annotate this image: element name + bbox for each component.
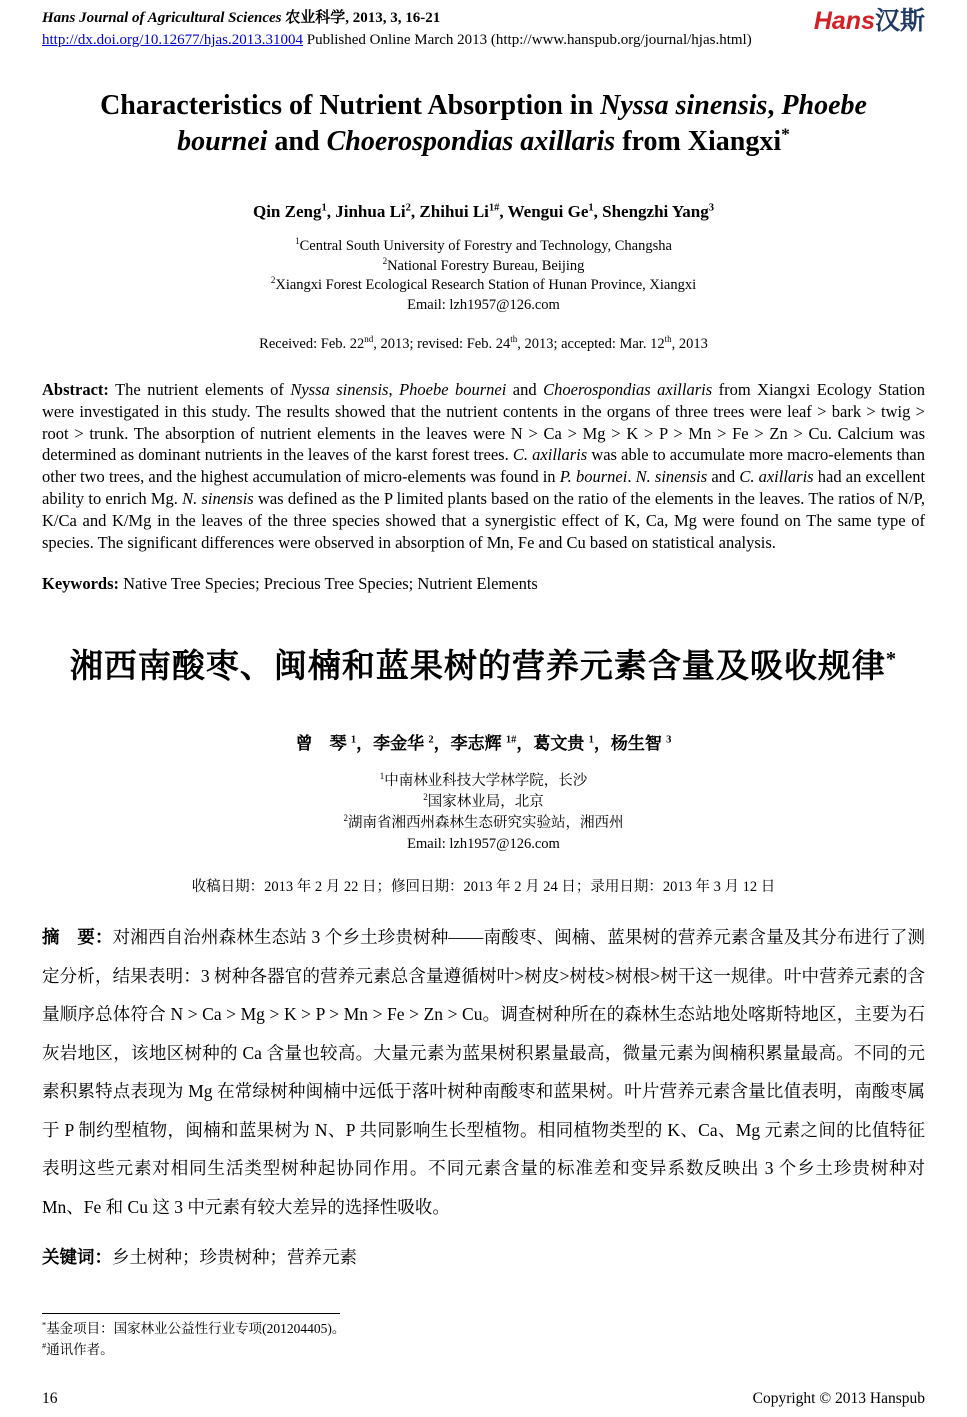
affiliation-line: $^2$湖南省湘西州森林生态研究实验站，湘西州	[343, 813, 624, 832]
keywords-chinese: 关键词：乡土树种；珍贵树种；营养元素	[42, 1246, 357, 1267]
paper-title-chinese: 湘西南酸枣、闽楠和蓝果树的营养元素含量及吸收规律*	[69, 648, 898, 686]
abstract-chinese: 摘 要：对湘西自治州森林生态站 3 个乡土珍贵树种——南酸枣、闽楠、蓝果树的营养元素含量及其分布进行了测定分析，结果表明：3 树种各器官的营养元素总含量遵循树叶>树皮>树枝>树根>树干这一规律。叶中营养元素的含量顺序总体符合 N > Ca > Mg > K > P > Mn > Fe > Zn > Cu。调查树种所在的森林生态站地处喀斯特地区，主要为石灰岩地区，该地区树种的 Ca 含量也较高。大量元素为蓝果树积累量最高，微量元素为闽楠积累量最高。不同的元素积累特点表现为 Mg 在常绿树种闽楠中远低于落叶树种南酸枣和蓝果树。叶片营养元素含量比值表明，南酸枣属于 P 制约型植物，闽楠和蓝果树为 N、P 共同影响生长型植物。相同植物类型的 K、Ca、Mg 元素之间的比值特征表明这些元素对相同生活类型树种起协同作用。不同元素含量的标准差和变异系数反映出 3 个乡土珍贵树种对 Mn、Fe 和 Cu 这 3 中元素有较大差异的选择性吸收。	[42, 927, 925, 1217]
authors-chinese: 曾 琴 $^1$，李金华 $^2$，李志辉 $^{1\#}$，葛文贵 $^1$，杨生智 $^3$	[295, 734, 672, 754]
affiliation-line: $^1$Central South University of Forestry and Technology, Changsha	[295, 236, 672, 254]
published-online-text: Published Online March 2013 (http://www.hanspub.org/journal/hjas.html)	[302, 32, 752, 48]
affiliations-english	[42, 237, 925, 315]
affiliations-chinese	[42, 771, 925, 855]
doi-published-line	[42, 30, 752, 50]
journal-info	[42, 8, 752, 50]
page-number: 16	[42, 1390, 58, 1407]
doi-link[interactable]: http://dx.doi.org/10.12677/hjas.2013.31004	[42, 32, 303, 48]
footnote-separator-rule	[42, 1313, 340, 1314]
affiliation-line: $^2$国家林业局，北京	[423, 792, 544, 811]
received-dates-english: Received: Feb. 22nd, 2013; revised: Feb. 24th, 2013; accepted: Mar. 12th, 2013	[259, 334, 708, 352]
affiliation-line: $^1$中南林业科技大学林学院，长沙	[379, 771, 588, 790]
copyright-text: Copyright © 2013 Hanspub	[752, 1390, 925, 1407]
email-line: Email: lzh1957@126.com	[407, 296, 560, 313]
footnotes-block	[42, 1313, 925, 1360]
hans-logo-chinese: 汉斯	[874, 7, 925, 35]
paper-title-english: Characteristics of Nutrient Absorption in Nyssa sinensis, Phoebe bournei and Choerospondias axillaris from Xiangxi*	[100, 90, 867, 157]
abstract-english: Abstract: The nutrient elements of Nyssa sinensis, Phoebe bournei and Choerospondias axillaris from Xiangxi Ecology Station were investigated in this study. The results showed that the nutrient contents in the organs of three trees were leaf > bark > twig > root > trunk. The absorption of nutrient elements in the leaves were N > Ca > Mg > K > P > Mn > Fe > Zn > Cu. Calcium was determined as dominant nutrients in the leaves of the karst forest trees. C. axillaris was able to accumulate more macro-elements than other two trees, and the highest accumulation of micro-elements was found in P. bournei. N. sinensis and C. axillaris had an excellent ability to enrich Mg. N. sinensis was defined as the P limited plants based on the ratio of the elements in the leaves. The ratios of N/P, K/Ca and K/Mg in the leaves of the three species showed that a synergistic effect of K, Ca, Mg were found on The same type of species. The significant differences were observed in absorption of Mn, Fe and Cu based on statistical analysis.	[42, 380, 926, 552]
received-dates-chinese: 收稿日期：2013 年 2 月 22 日；修回日期：2013 年 2 月 24 日；录用日期：2013 年 3 月 12 日	[191, 879, 776, 896]
keywords-english: Keywords: Native Tree Species; Precious Tree Species; Nutrient Elements	[42, 574, 538, 594]
footnote-funding: *基金项目：国家林业公益性行业专项(201204405)。	[42, 1320, 346, 1336]
journal-citation: Hans Journal of Agricultural Sciences 农业科学, 2013, 3, 16-21	[42, 10, 441, 26]
authors-english: Qin Zeng$^1$, Jinhua Li$^2$, Zhihui $Li^{1\#}$, Wengui Ge$^1$, Shengzhi Yang$^3$	[252, 202, 715, 221]
footnote-corresponding-author: #通讯作者。	[42, 1341, 114, 1357]
affiliation-line: $^2$National Forestry Bureau, Beijing	[382, 255, 585, 274]
hans-logo-latin: Hans	[813, 7, 875, 35]
hans-logo	[814, 8, 925, 34]
page-footer	[42, 1390, 925, 1408]
affiliation-line: $^2$Xiangxi Forest Ecological Research Station of Hunan Province, Xiangxi	[270, 275, 697, 293]
page-header	[42, 8, 925, 50]
email-line: Email: lzh1957@126.com	[407, 836, 560, 853]
